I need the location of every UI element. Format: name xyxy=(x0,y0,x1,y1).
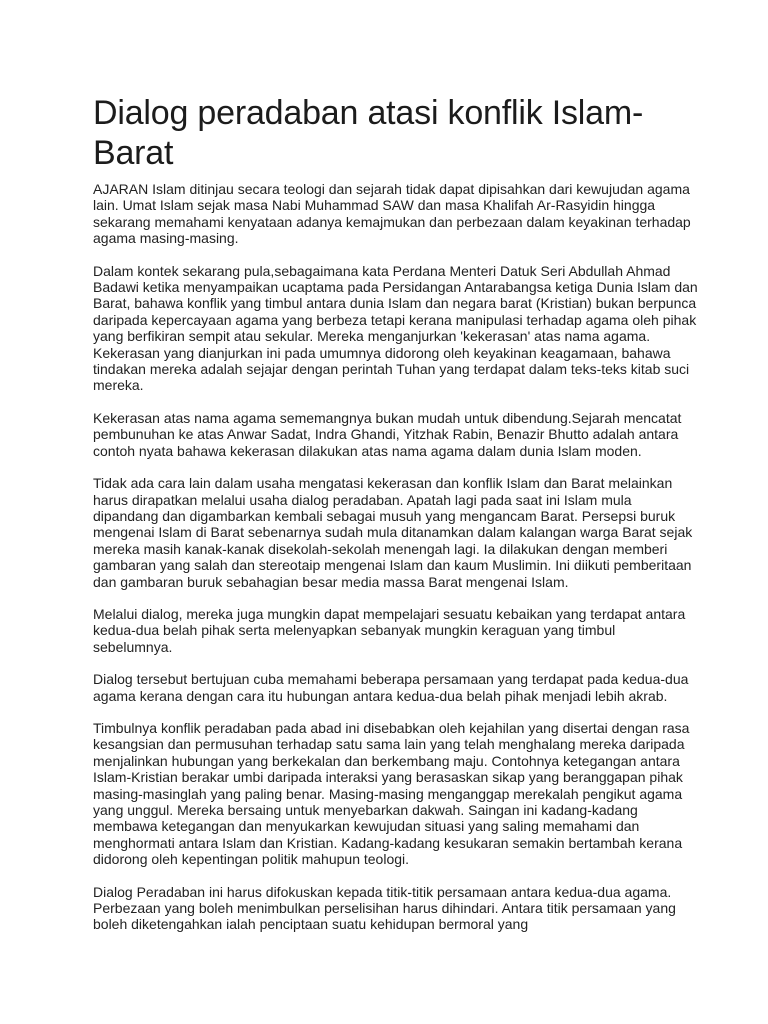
paragraph-8: Dialog Peradaban ini harus difokuskan kepada titik-titik persamaan antara kedua-dua agama. Perbezaan yang boleh menimbulkan perselisihan harus dihindari. Antara titik persamaan yang boleh diketengahkan ialah penciptaan suatu kehidupan bermoral yang xyxy=(93,883,676,933)
article-body xyxy=(93,181,698,981)
paragraph-2: Dalam kontek sekarang pula,sebagaimana kata Perdana Menteri Datuk Seri Abdullah Ahmad Badawi ketika menyampaikan ucaptama pada Persidangan Antarabangsa ketiga Dunia Islam dan Barat, bahawa konflik yang timbul antara dunia Islam dan negara barat (Kristian) bukan berpunca daripada kepercayaan agama yang berbeza tetapi kerana manipulasi terhadap agama oleh pihak yang berfikiran sempit atau sekular. Mereka menganjurkan 'kekerasan' atas nama agama. Kekerasan yang dianjurkan ini pada umumnya didorong oleh keyakinan keagamaan, bahawa tindakan mereka adalah sejajar dengan perintah Tuhan yang terdapat dalam teks-teks kitab suci mereka. xyxy=(93,262,698,394)
paragraph-5: Melalui dialog, mereka juga mungkin dapat mempelajari sesuatu kebaikan yang terdapat antara kedua-dua belah pihak serta melenyapkan sebanyak mungkin keraguan yang timbul sebelumnya. xyxy=(93,605,686,655)
paragraph-6: Dialog tersebut bertujuan cuba memahami beberapa persamaan yang terdapat pada kedua-dua agama kerana dengan cara itu hubungan antara kedua-dua belah pihak menjadi lebih akrab. xyxy=(93,671,689,704)
paragraph-3: Kekerasan atas nama agama sememangnya bukan mudah untuk dibendung.Sejarah mencatat pembunuhan ke atas Anwar Sadat, Indra Ghandi, Yitzhak Rabin, Benazir Bhutto adalah antara contoh nyata bahawa kekerasan dilakukan atas nama agama dalam dunia Islam moden. xyxy=(93,409,682,459)
paragraph-1: AJARAN Islam ditinjau secara teologi dan sejarah tidak dapat dipisahkan dari kewujudan agama lain. Umat Islam sejak masa Nabi Muhammad SAW dan masa Khalifah Ar-Rasyidin hingga sekarang memahami kenyataan adanya kemajmukan dan perbezaan dalam keyakinan terhadap agama masing-masing. xyxy=(93,181,691,247)
paragraph-7: Timbulnya konflik peradaban pada abad ini disebabkan oleh kejahilan yang disertai dengan rasa kesangsian dan permusuhan terhadap satu sama lain yang telah menghalang mereka daripada menjalinkan hubungan yang berkekalan dan berkembang maju. Contohnya ketegangan antara Islam-Kristian berakar umbi daripada interaksi yang berasaskan sikap yang beranggapan pihak masing-masinglah yang paling benar. Masing-masing menganggap merekalah pengikut agama yang unggul. Mereka bersaing untuk menyebarkan dakwah. Saingan ini kadang-kadang membawa ketegangan dan menyukarkan kewujudan situasi yang saling memahami dan menghormati antara Islam dan Kristian. Kadang-kadang kesukaran semakin bertambah kerana didorong oleh kepentingan politik mahupun teologi. xyxy=(93,719,690,868)
paragraph-4: Tidak ada cara lain dalam usaha mengatasi kekerasan dan konflik Islam dan Barat melainkan harus dirapatkan melalui usaha dialog peradaban. Apatah lagi pada saat ini Islam mula dipandang dan digambarkan kembali sebagai musuh yang mengancam Barat. Persepsi buruk mengenai Islam di Barat sebenarnya sudah mula ditanamkan dalam kalangan warga Barat sejak mereka masih kanak-kanak disekolah-sekolah menengah lagi. Ia dilakukan dengan memberi gambaran yang salah dan stereotaip mengenai Islam dan kaum Muslimin. Ini diikuti pemberitaan dan gambaran buruk sebahagian besar media massa Barat mengenai Islam. xyxy=(93,475,693,590)
article-title: Dialog peradaban atasi konflik Islam-Barat xyxy=(93,94,644,172)
